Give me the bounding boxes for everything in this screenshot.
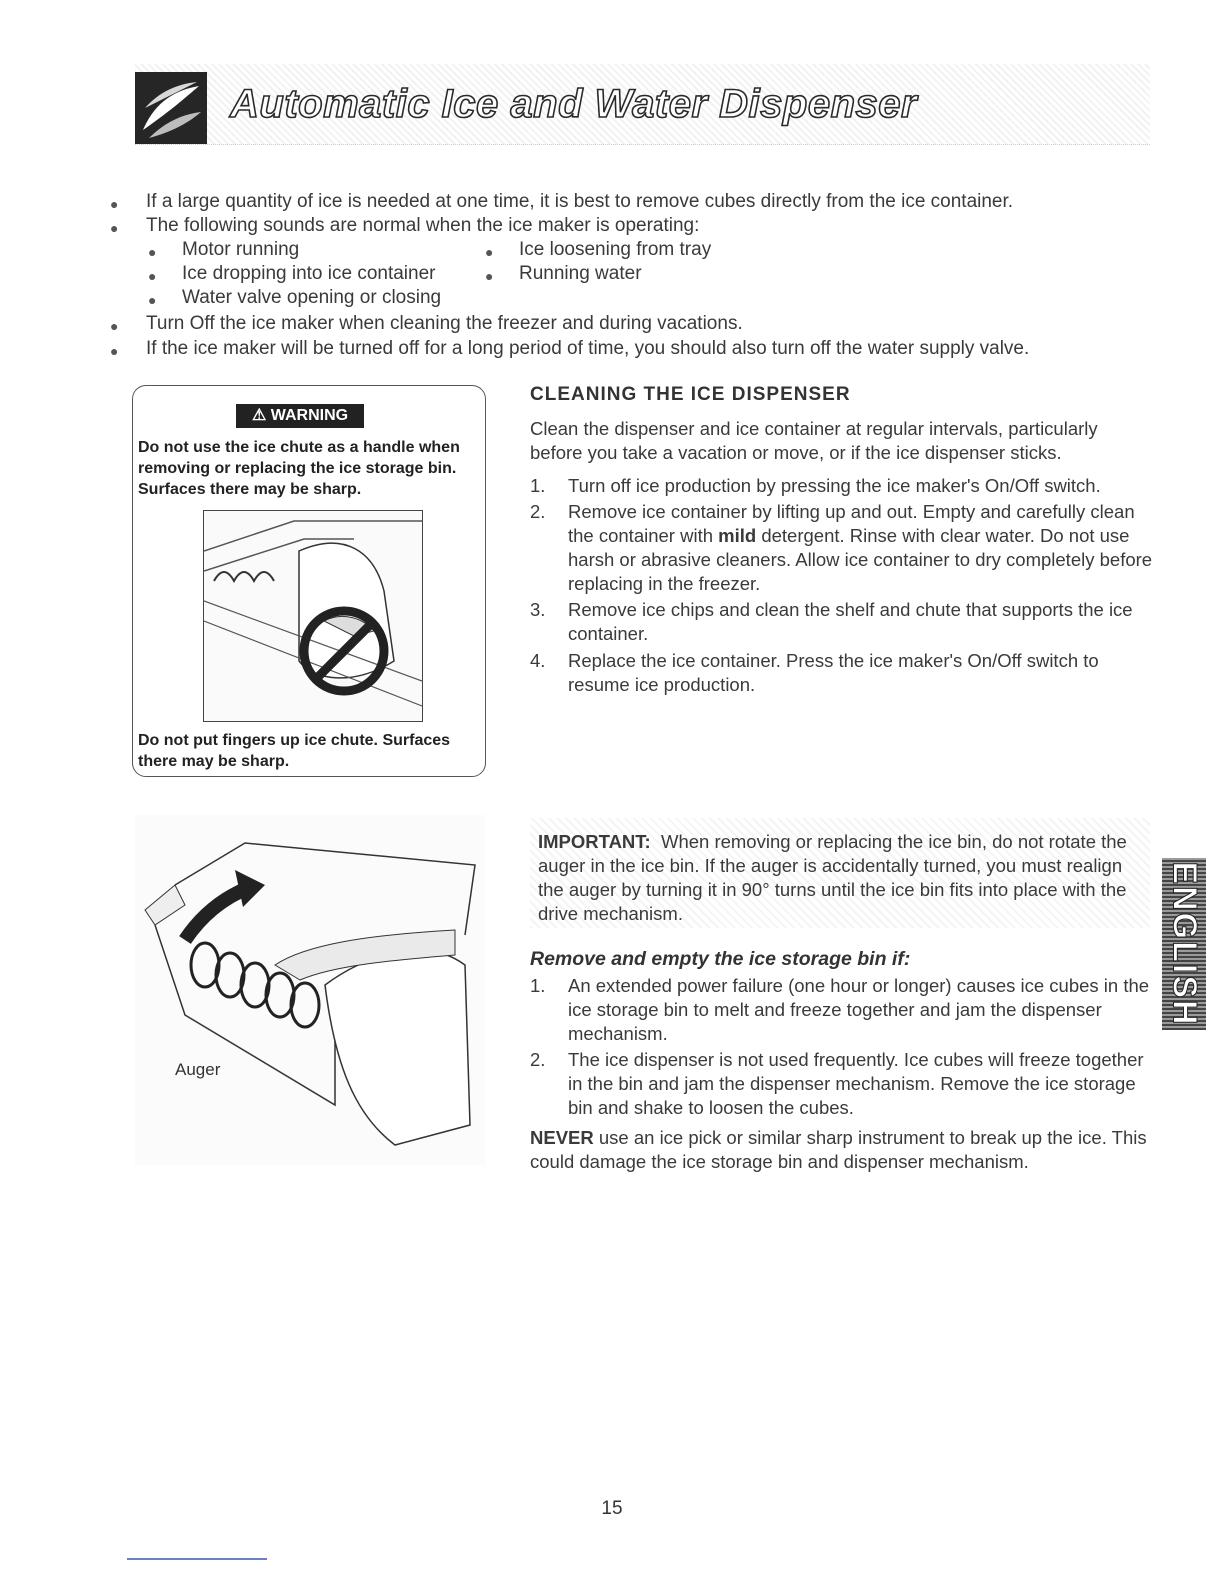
warning-triangle-icon: ⚠ [251,407,271,424]
list-item: 4. Replace the ice container. Press the ice maker's On/Off switch to resume ice production. [530,650,1099,695]
warning-badge: ⚠ WARNING [236,404,364,428]
cleaning-intro: Clean the dispenser and ice container at regular intervals, particularly before you take a vacation or move, or if the ice dispenser sticks. [530,418,1098,463]
remove-heading: Remove and empty the ice storage bin if: [530,948,911,970]
list-item: 1. Turn off ice production by pressing the ice maker's On/Off switch. [530,475,1101,496]
language-side-tab: ENGLISH [1162,858,1206,1030]
sound-item: ● Running water [485,263,642,284]
footer-rule [127,1558,267,1560]
important-label: IMPORTANT: [538,831,651,852]
auger-label: Auger [175,1060,221,1079]
ice-chute-illustration [203,510,423,722]
never-label: NEVER [530,1127,594,1148]
list-item: ● If a large quantity of ice is needed at one time, it is best to remove cubes directly from the ice container. [110,191,1014,212]
list-item: 2. The ice dispenser is not used frequently. Ice cubes will freeze together in the bin and jam the dispenser mechanism. Remove the ice storage bin and shake to loosen the cubes. [530,1049,1144,1118]
never-warning: NEVER use an ice pick or similar sharp instrument to break up the ice. This could damage the ice storage bin and dispenser mechanism. [530,1127,1147,1172]
page-number: 15 [601,1498,623,1519]
list-item: 3. Remove ice chips and clean the shelf and chute that supports the ice container. [530,599,1133,644]
important-text: IMPORTANT: When removing or replacing the ice bin, do not rotate the auger in the ice bin. If the auger is accidentally turned, you must realign the auger by turning it in 90° turns until the ice bin fits into place with the drive mechanism. [538,831,1127,924]
list-item: 2. Remove ice container by lifting up and out. Empty and carefully clean the container with mild detergent. Rinse with clear water. Do not use harsh or abrasive cleaners. Allow ice container to dry completely before replacing in the freezer. [530,501,1153,594]
cleaning-heading: CLEANING THE ICE DISPENSER [530,384,851,405]
sound-item: ● Ice dropping into ice container [148,263,436,284]
ice-bin-illustration [135,815,485,1165]
list-item: ● The following sounds are normal when the ice maker is operating: [110,215,700,236]
sound-item: ● Ice loosening from tray [485,239,712,260]
list-item: ● Turn Off the ice maker when cleaning the freezer and during vacations. [110,313,743,334]
warning-top-text: Do not use the ice chute as a handle when removing or replacing the ice storage bin. Surfaces there may be sharp. [138,439,460,498]
sound-item: ● Motor running [148,239,300,260]
sound-item: ● Water valve opening or closing [148,287,442,308]
brand-logo [135,72,207,144]
list-item: ● If the ice maker will be turned off for a long period of time, you should also turn off the water supply valve. [110,338,1030,359]
list-item: 1. An extended power failure (one hour or longer) causes ice cubes in the ice storage bin to melt and freeze together and jam the dispenser mechanism. [530,975,1150,1044]
warning-bottom-text: Do not put fingers up ice chute. Surfaces there may be sharp. [138,732,451,770]
page-title: Automatic Ice and Water Dispenser [230,82,918,126]
